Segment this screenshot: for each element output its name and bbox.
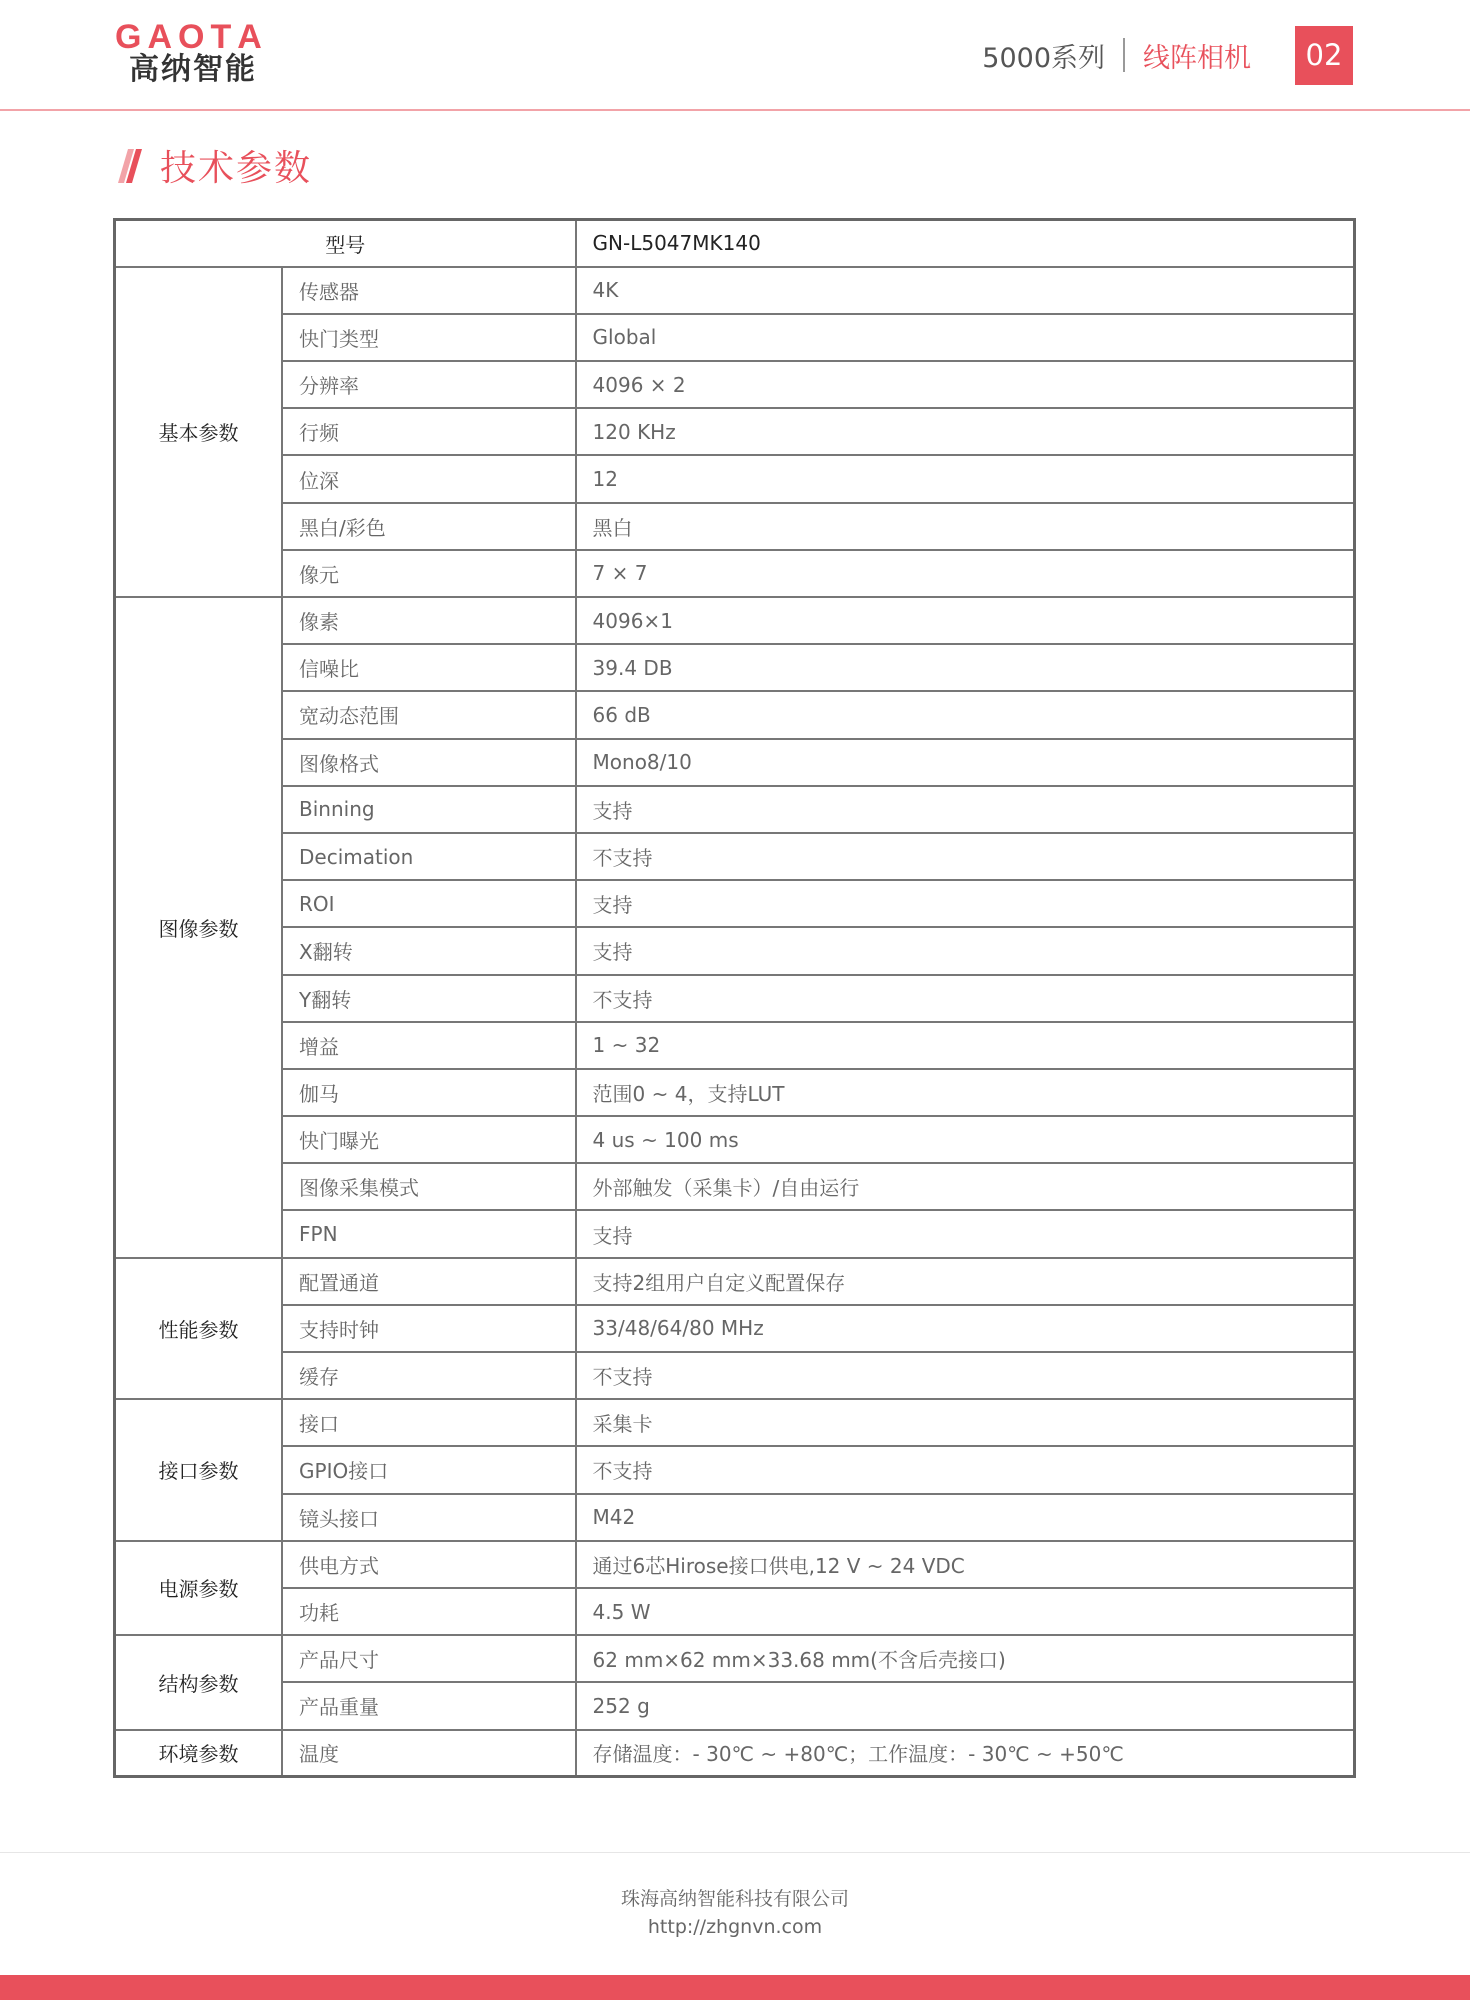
logo-letter: A bbox=[147, 18, 175, 56]
param-value: 252 g bbox=[576, 1682, 1355, 1729]
group-label: 基本参数 bbox=[115, 267, 283, 597]
param-name: 像素 bbox=[282, 597, 576, 644]
table-row bbox=[115, 1635, 1355, 1682]
param-name: 宽动态范围 bbox=[282, 691, 576, 738]
table-row bbox=[115, 1541, 1355, 1588]
product-category: 线阵相机 bbox=[1143, 42, 1251, 74]
table-row bbox=[115, 927, 1355, 974]
table-row bbox=[115, 1022, 1355, 1069]
param-name: Y翻转 bbox=[282, 975, 576, 1022]
table-row bbox=[115, 1446, 1355, 1493]
param-name: 产品尺寸 bbox=[282, 1635, 576, 1682]
param-value: 支持2组用户自定义配置保存 bbox=[576, 1258, 1355, 1305]
table-row bbox=[115, 1305, 1355, 1352]
footer-divider bbox=[0, 1852, 1470, 1853]
param-name: FPN bbox=[282, 1210, 576, 1257]
table-row bbox=[115, 1163, 1355, 1210]
group-label: 结构参数 bbox=[115, 1635, 283, 1729]
param-name: 温度 bbox=[282, 1730, 576, 1777]
table-row bbox=[115, 550, 1355, 597]
table-row bbox=[115, 1730, 1355, 1777]
param-value: 存储温度：- 30℃ ~ +80℃；工作温度：- 30℃ ~ +50℃ bbox=[576, 1730, 1355, 1777]
param-name: 缓存 bbox=[282, 1352, 576, 1399]
slash-accent-icon bbox=[118, 149, 142, 183]
param-name: 传感器 bbox=[282, 267, 576, 314]
param-name: 增益 bbox=[282, 1022, 576, 1069]
param-name: 快门类型 bbox=[282, 314, 576, 361]
param-name: 图像格式 bbox=[282, 739, 576, 786]
param-value: 支持 bbox=[576, 1210, 1355, 1257]
table-row bbox=[115, 267, 1355, 314]
param-value: 4K bbox=[576, 267, 1355, 314]
param-name: 配置通道 bbox=[282, 1258, 576, 1305]
param-value: 39.4 DB bbox=[576, 644, 1355, 691]
section-title-text: 技术参数 bbox=[160, 148, 313, 189]
param-value: 不支持 bbox=[576, 1352, 1355, 1399]
table-row bbox=[115, 1069, 1355, 1116]
param-name: 供电方式 bbox=[282, 1541, 576, 1588]
param-value: 黑白 bbox=[576, 503, 1355, 550]
param-value: 62 mm×62 mm×33.68 mm(不含后壳接口) bbox=[576, 1635, 1355, 1682]
model-value: GN-L5047MK140 bbox=[576, 220, 1355, 267]
param-name: X翻转 bbox=[282, 927, 576, 974]
spec-table bbox=[113, 218, 1356, 1778]
table-row bbox=[115, 1210, 1355, 1257]
param-value: 外部触发（采集卡）/自由运行 bbox=[576, 1163, 1355, 1210]
param-value: 1 ~ 32 bbox=[576, 1022, 1355, 1069]
param-name: GPIO接口 bbox=[282, 1446, 576, 1493]
logo-latin bbox=[115, 18, 285, 56]
group-label: 电源参数 bbox=[115, 1541, 283, 1635]
logo-letter: T bbox=[210, 18, 234, 56]
param-name: 信噪比 bbox=[282, 644, 576, 691]
param-value: 采集卡 bbox=[576, 1399, 1355, 1446]
logo-letter: A bbox=[237, 18, 264, 56]
table-row bbox=[115, 644, 1355, 691]
param-value: 4 us ~ 100 ms bbox=[576, 1116, 1355, 1163]
param-value: 支持 bbox=[576, 786, 1355, 833]
logo-chinese-name: 高纳智能 bbox=[129, 52, 257, 87]
param-value: 通过6芯Hirose接口供电,12 V ~ 24 VDC bbox=[576, 1541, 1355, 1588]
table-row bbox=[115, 786, 1355, 833]
param-value: 4096×1 bbox=[576, 597, 1355, 644]
param-name: 镜头接口 bbox=[282, 1494, 576, 1541]
param-value: 范围0 ~ 4，支持LUT bbox=[576, 1069, 1355, 1116]
param-name: Binning bbox=[282, 786, 576, 833]
table-row bbox=[115, 1116, 1355, 1163]
param-value: 4096 × 2 bbox=[576, 361, 1355, 408]
table-row bbox=[115, 880, 1355, 927]
footer-company: 珠海高纳智能科技有限公司 bbox=[620, 1888, 849, 1910]
param-value: 支持 bbox=[576, 880, 1355, 927]
table-row bbox=[115, 408, 1355, 455]
group-label: 性能参数 bbox=[115, 1258, 283, 1400]
param-name: 快门曝光 bbox=[282, 1116, 576, 1163]
param-value: 不支持 bbox=[576, 833, 1355, 880]
param-name: 位深 bbox=[282, 455, 576, 502]
table-row bbox=[115, 691, 1355, 738]
table-row-model bbox=[115, 220, 1355, 267]
group-label: 环境参数 bbox=[115, 1730, 283, 1777]
table-row bbox=[115, 1352, 1355, 1399]
param-name: 黑白/彩色 bbox=[282, 503, 576, 550]
param-value: 120 KHz bbox=[576, 408, 1355, 455]
param-name: 分辨率 bbox=[282, 361, 576, 408]
table-row bbox=[115, 597, 1355, 644]
param-name: 产品重量 bbox=[282, 1682, 576, 1729]
param-name: 图像采集模式 bbox=[282, 1163, 576, 1210]
param-value: 7 × 7 bbox=[576, 550, 1355, 597]
company-logo bbox=[115, 18, 285, 92]
footer-url: http://zhgnvn.com bbox=[647, 1916, 823, 1938]
param-name: 功耗 bbox=[282, 1588, 576, 1635]
bottom-accent-bar bbox=[0, 1975, 1470, 2000]
table-row bbox=[115, 455, 1355, 502]
param-value: 12 bbox=[576, 455, 1355, 502]
header-divider-line bbox=[0, 109, 1470, 111]
series-name: 5000系列 bbox=[982, 42, 1105, 74]
group-label: 接口参数 bbox=[115, 1399, 283, 1541]
logo-letter: G bbox=[115, 18, 144, 56]
param-name: 像元 bbox=[282, 550, 576, 597]
param-value: Global bbox=[576, 314, 1355, 361]
param-name: 伽马 bbox=[282, 1069, 576, 1116]
param-value: 不支持 bbox=[576, 1446, 1355, 1493]
group-label: 图像参数 bbox=[115, 597, 283, 1258]
model-label: 型号 bbox=[115, 220, 576, 267]
logo-letter: O bbox=[178, 18, 207, 56]
param-name: 支持时钟 bbox=[282, 1305, 576, 1352]
table-row bbox=[115, 739, 1355, 786]
param-value: 支持 bbox=[576, 927, 1355, 974]
param-value: M42 bbox=[576, 1494, 1355, 1541]
param-name: Decimation bbox=[282, 833, 576, 880]
param-value: 33/48/64/80 MHz bbox=[576, 1305, 1355, 1352]
table-row bbox=[115, 833, 1355, 880]
table-row bbox=[115, 1588, 1355, 1635]
table-row bbox=[115, 1494, 1355, 1541]
param-value: 不支持 bbox=[576, 975, 1355, 1022]
header-divider bbox=[1123, 38, 1125, 72]
table-row bbox=[115, 314, 1355, 361]
param-value: 66 dB bbox=[576, 691, 1355, 738]
header-series-info bbox=[982, 25, 1353, 85]
table-row bbox=[115, 1399, 1355, 1446]
table-row bbox=[115, 503, 1355, 550]
param-value: Mono8/10 bbox=[576, 739, 1355, 786]
table-row bbox=[115, 1682, 1355, 1729]
page-number-badge: 02 bbox=[1295, 26, 1353, 85]
table-row bbox=[115, 1258, 1355, 1305]
param-name: 行频 bbox=[282, 408, 576, 455]
footer bbox=[0, 1885, 1470, 1941]
table-row bbox=[115, 975, 1355, 1022]
param-name: ROI bbox=[282, 880, 576, 927]
param-name: 接口 bbox=[282, 1399, 576, 1446]
section-title bbox=[118, 140, 312, 191]
table-row bbox=[115, 361, 1355, 408]
param-value: 4.5 W bbox=[576, 1588, 1355, 1635]
